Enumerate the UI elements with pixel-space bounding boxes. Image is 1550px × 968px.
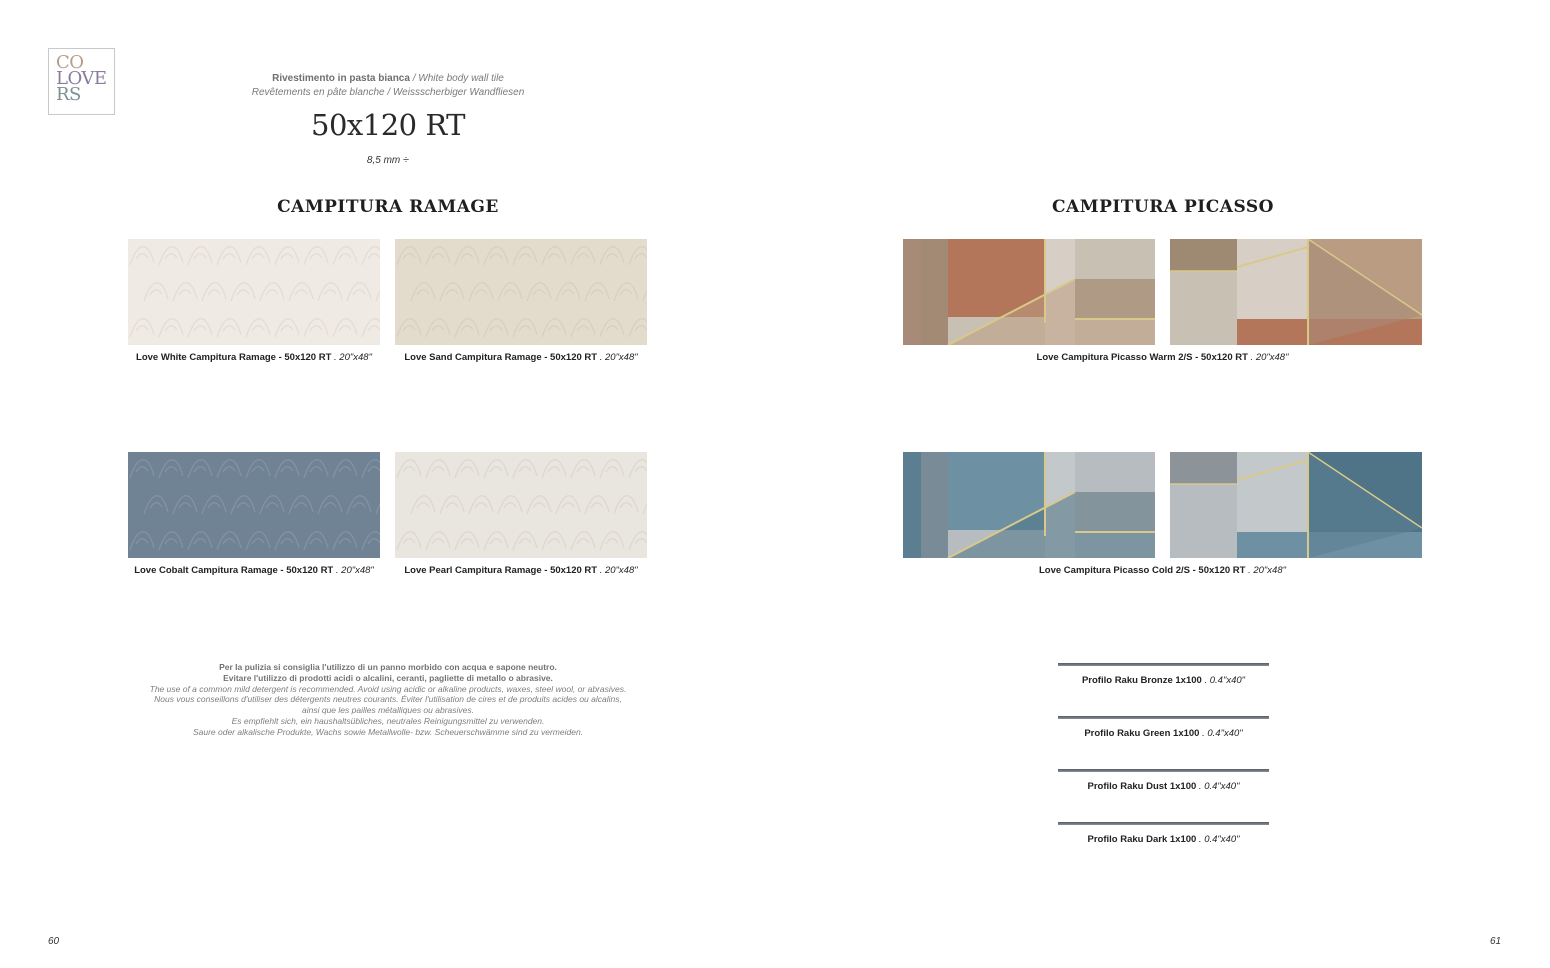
caption-size: . 20"x48" bbox=[1245, 565, 1286, 576]
profile-size: . 0.4"x40" bbox=[1201, 675, 1246, 686]
care-line-fr-2: ainsi que les pailles métalliques ou abrasives. bbox=[302, 705, 474, 716]
care-instructions bbox=[118, 662, 658, 738]
care-line-de-1: Es empfiehlt sich, ein haushaltsübliches, neutrales Reinigungsmittel zu verwenden. bbox=[231, 715, 545, 726]
caption-love-pearl-ramage bbox=[390, 565, 652, 576]
caption-name: Love Sand Campitura Ramage - 50x120 RT bbox=[404, 352, 598, 363]
product-type-english: / White body wall tile bbox=[409, 73, 504, 84]
profile-raku-green bbox=[1058, 716, 1269, 739]
logo-line-3: RS bbox=[56, 84, 81, 105]
product-type-fr-de: Revêtements en pâte blanche / Weissscherbiger Wandfliesen bbox=[251, 87, 525, 98]
page-number-left: 60 bbox=[48, 936, 60, 947]
profile-name: Profilo Raku Dark 1x100 bbox=[1087, 834, 1197, 845]
profile-name: Profilo Raku Dust 1x100 bbox=[1087, 781, 1197, 792]
caption-size: . 20"x48" bbox=[1247, 352, 1289, 363]
caption-size: . 20"x48" bbox=[331, 352, 372, 363]
profile-bar bbox=[1058, 822, 1269, 825]
caption-name: Love Cobalt Campitura Ramage - 50x120 RT bbox=[134, 565, 334, 576]
tile-picasso-cold-b bbox=[1170, 452, 1422, 558]
care-line-de-2: Saure oder alkalische Produkte, Wachs sowie Metallwolle- bzw. Scheuerschwämme sind zu vermeiden. bbox=[192, 726, 584, 737]
caption-name: Love White Campitura Ramage - 50x120 RT bbox=[136, 352, 332, 363]
profile-name: Profilo Raku Bronze 1x100 bbox=[1081, 675, 1202, 686]
caption-picasso-cold bbox=[903, 565, 1422, 576]
caption-name: Love Campitura Picasso Cold 2/S - 50x120 RT bbox=[1039, 565, 1246, 576]
section-title-picasso: CAMPITURA PICASSO bbox=[1052, 197, 1274, 217]
profile-size: . 0.4"x40" bbox=[1196, 834, 1240, 845]
caption-picasso-warm bbox=[903, 352, 1422, 363]
logo-line-1: CO bbox=[56, 52, 84, 73]
brand-logo bbox=[48, 48, 115, 115]
profile-raku-dust bbox=[1058, 769, 1269, 792]
caption-name: Love Campitura Picasso Warm 2/S - 50x120 RT bbox=[1036, 352, 1248, 363]
caption-size: . 20"x48" bbox=[597, 565, 638, 576]
tile-picasso-warm-a bbox=[903, 239, 1155, 345]
profile-bar bbox=[1058, 663, 1269, 666]
thickness-value: 8,5 mm bbox=[366, 155, 401, 166]
page-number-right: 61 bbox=[1490, 936, 1502, 947]
tile-picasso-warm-b bbox=[1170, 239, 1422, 345]
product-type-italian: Rivestimento in pasta bianca bbox=[272, 73, 410, 84]
product-type-line-2 bbox=[138, 86, 638, 100]
profile-label bbox=[1058, 781, 1269, 792]
logo-line-2: LOVE bbox=[56, 68, 107, 89]
profile-size: . 0.4"x40" bbox=[1196, 781, 1240, 792]
profile-label bbox=[1058, 675, 1269, 686]
profile-bar bbox=[1058, 769, 1269, 772]
caption-love-white-ramage bbox=[122, 352, 386, 363]
profile-label bbox=[1058, 834, 1269, 845]
caption-love-cobalt-ramage bbox=[120, 565, 388, 576]
section-title-ramage: CAMPITURA RAMAGE bbox=[277, 197, 499, 217]
caption-size: . 20"x48" bbox=[597, 352, 638, 363]
caption-love-sand-ramage bbox=[390, 352, 652, 363]
product-type-line-1 bbox=[138, 72, 638, 86]
care-line-en: The use of a common mild detergent is recommended. Avoid using acidic or alkaline products, waxes, steel wool, or abrasives. bbox=[149, 683, 627, 694]
care-line-fr-1: Nous vous conseillons d'utiliser des détergents neutres courants. Éviter l'utilisation de cires et de produits acides ou alcalins, bbox=[154, 694, 622, 705]
care-line-it-2: Evitare l'utilizzo di prodotti acidi o alcalini, ceranti, pagliette di metallo o abrasive. bbox=[223, 672, 553, 683]
profile-bar bbox=[1058, 716, 1269, 719]
profile-size: . 0.4"x40" bbox=[1199, 728, 1243, 739]
tile-love-cobalt-ramage bbox=[128, 452, 380, 558]
caption-name: Love Pearl Campitura Ramage - 50x120 RT bbox=[404, 565, 598, 576]
profile-name: Profilo Raku Green 1x100 bbox=[1084, 728, 1200, 739]
caption-size: . 20"x48" bbox=[333, 565, 374, 576]
care-line-it-1: Per la pulizia si consiglia l'utilizzo di un panno morbido con acqua e sapone neutro. bbox=[219, 662, 557, 672]
tile-love-pearl-ramage bbox=[395, 452, 647, 558]
profile-label bbox=[1058, 728, 1269, 739]
thickness-icon: ÷ bbox=[403, 154, 410, 166]
profile-raku-bronze bbox=[1058, 663, 1269, 686]
thickness-label bbox=[138, 154, 638, 166]
tile-picasso-cold-a bbox=[903, 452, 1155, 558]
tile-love-white-ramage bbox=[128, 239, 380, 345]
tile-love-sand-ramage bbox=[395, 239, 647, 345]
profile-raku-dark bbox=[1058, 822, 1269, 845]
format-title: 50x120 RT bbox=[311, 108, 465, 142]
